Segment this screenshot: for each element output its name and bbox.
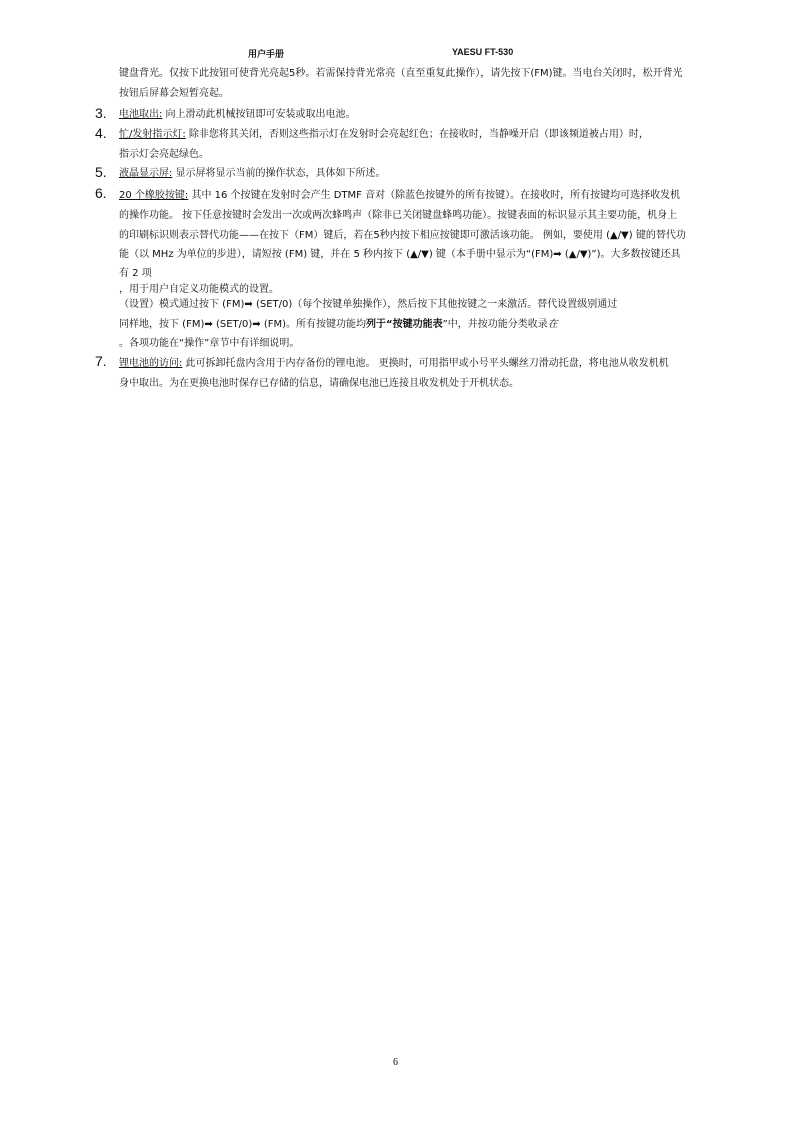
right-arrow-icon: ➡ bbox=[244, 299, 253, 310]
paragraph-line: 有 2 项 bbox=[119, 268, 152, 279]
paragraph-line: 按钮后屏幕会短暂亮起。 bbox=[119, 88, 229, 99]
item-number: 6. bbox=[95, 185, 107, 201]
page-number: 6 bbox=[393, 1057, 398, 1068]
right-arrow-icon: ➡ bbox=[252, 319, 261, 330]
list-item bbox=[119, 167, 386, 180]
item-number: 7. bbox=[95, 353, 107, 369]
item-title: 锂电池的访问: bbox=[119, 358, 183, 369]
italic-text: 在 bbox=[547, 319, 558, 330]
paragraph-line: 的印刷标识则表示替代功能——在按下（FM）键后，若在5秒内按下相应按键即可激活该功能。 例如，要使用 (▲/▼) 键的替代功 bbox=[119, 230, 686, 241]
paragraph-line: 。各项功能在“操作”章节中有详细说明。 bbox=[119, 338, 300, 349]
item-text: 除非您将其关闭，否则这些指示灯在发射时会亮起红色；在接收时，当静噪开启（即该频道被占用）时， bbox=[185, 129, 649, 140]
list-item bbox=[119, 189, 680, 202]
item-text: 向上滑动此机械按钮即可安装或取出电池。 bbox=[162, 109, 356, 120]
item-number: 4. bbox=[95, 125, 107, 141]
text-segment: (SET/0)（每个按键单独操作），然后按下其他按键之一来激活。替代设置级别通过 bbox=[252, 299, 618, 310]
header-title: 用户手册 bbox=[248, 49, 285, 59]
text-segment: 能（以 MHz 为单位的步进），请短按 (FM) 键，并在 5 秒内按下 (▲/▼) 键（本手册中显示为“(FM) bbox=[119, 249, 554, 260]
item-text: 其中 16 个按键在发射时会产生 DTMF 音对（除蓝色按键外的所有按键）。在接收时，所有按键均可选择收发机 bbox=[188, 190, 681, 201]
right-arrow-icon: ➡ bbox=[204, 319, 213, 330]
item-text: 此可拆卸托盘内含用于内存备份的锂电池。 更换时，可用指甲或小号平头螺丝刀滑动托盘，将电池从收发机机 bbox=[182, 358, 669, 369]
item-number: 3. bbox=[95, 105, 107, 121]
paragraph-line: 身中取出。为在更换电池时保存已存储的信息，请确保电池已连接且收发机处于开机状态。 bbox=[119, 378, 519, 389]
paragraph-line: 指示灯会亮起绿色。 bbox=[119, 149, 209, 160]
text-segment: (▲/▼)”)。大多数按键还具 bbox=[561, 249, 681, 260]
item-text: 显示屏将显示当前的操作状态，具体如下所述。 bbox=[172, 168, 386, 179]
list-item bbox=[119, 128, 649, 141]
right-arrow-icon: ➡ bbox=[553, 249, 562, 260]
paragraph-line: 键盘背光。仅按下此按钮可使背光亮起5秒。若需保持背光常亮（直至重复此操作），请先按下(FM)键。当电台关闭时，松开背光 bbox=[119, 68, 683, 79]
paragraph-line: ，用于用户自定义功能模式的设置。 bbox=[119, 284, 279, 295]
paragraph-line bbox=[119, 248, 681, 261]
item-title: 20 个橡胶按键: bbox=[119, 190, 189, 201]
text-segment: ”中，并按功能分类收录 bbox=[442, 319, 548, 330]
paragraph-line: 的操作功能。 按下任意按键时会发出一次或两次蜂鸣声（除非已关闭键盘蜂鸣功能）。按键表面的标识显示其主要功能，机身上 bbox=[119, 210, 678, 221]
bold-reference: 列于“按键功能表 bbox=[366, 319, 443, 330]
item-title: 电池取出: bbox=[119, 109, 163, 120]
item-title: 忙/发射指示灯: bbox=[119, 129, 186, 140]
text-segment: （设置）模式通过按下 (FM) bbox=[119, 299, 245, 310]
paragraph-line bbox=[119, 298, 617, 311]
item-number: 5. bbox=[95, 164, 107, 180]
text-segment: 同样地，按下 (FM) bbox=[119, 319, 205, 330]
item-title: 液晶显示屏: bbox=[119, 168, 173, 179]
text-segment: (FM)。所有按键功能均 bbox=[260, 319, 367, 330]
text-segment: (SET/0) bbox=[212, 319, 253, 330]
paragraph-line bbox=[119, 318, 558, 331]
list-item bbox=[119, 108, 356, 121]
list-item bbox=[119, 357, 669, 370]
header-model: YAESU FT-530 bbox=[452, 47, 514, 57]
